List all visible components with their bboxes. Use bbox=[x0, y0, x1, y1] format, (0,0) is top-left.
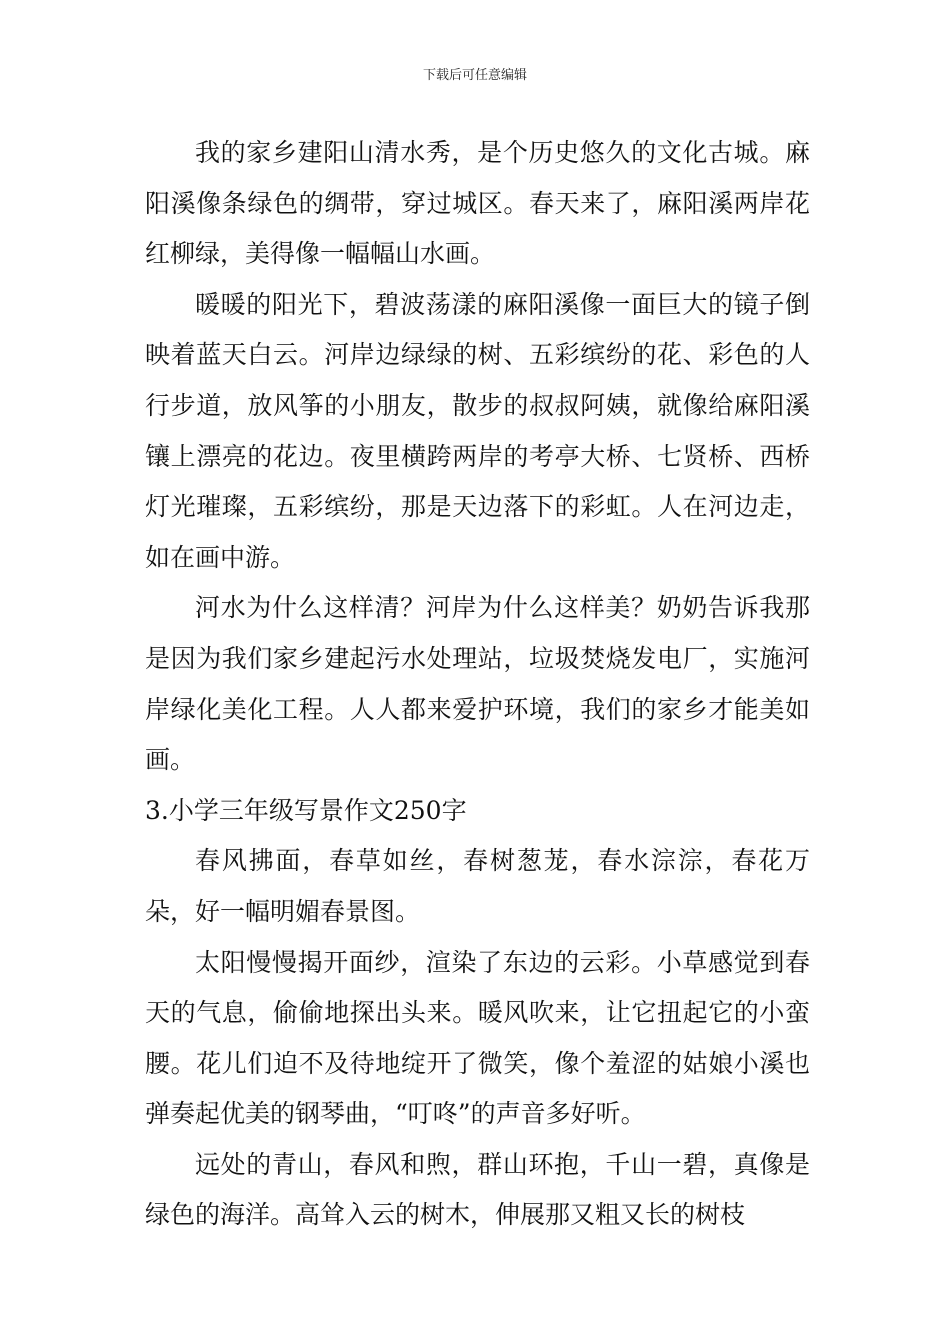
paragraph-3: 河水为什么这样清？河岸为什么这样美？奶奶告诉我那是因为我们家乡建起污水处理站，垃圾焚烧发电厂，实施河岸绿化美化工程。人人都来爱护环境，我们的家乡才能美如画。 bbox=[145, 593, 810, 775]
paragraph-5: 太阳慢慢揭开面纱，渲染了东边的云彩。小草感觉到春天的气息，偷偷地探出头来。暖风吹来，让它扭起它的小蛮腰。花儿们迫不及待地绽开了微笑，像个羞涩的姑娘小溪也弹奏起优美的钢琴曲，“叮咚”的声音多好听。 bbox=[145, 947, 810, 1129]
page-header: 下载后可任意编辑 bbox=[422, 68, 527, 83]
paragraph-6: 远处的青山，春风和煦，群山环抱，千山一碧，真像是绿色的海洋。高耸入云的树木，伸展那又粗又长的树枝 bbox=[145, 1149, 810, 1230]
document-body bbox=[145, 128, 810, 1241]
section-heading: 3.小学三年级写景作文250字 bbox=[145, 795, 467, 825]
paragraph-1: 我的家乡建阳山清水秀，是个历史悠久的文化古城。麻阳溪像条绿色的绸带，穿过城区。春天来了，麻阳溪两岸花红柳绿，美得像一幅幅山水画。 bbox=[145, 138, 810, 269]
paragraph-4: 春风拂面，春草如丝，春树葱茏，春水淙淙，春花万朵，好一幅明媚春景图。 bbox=[145, 846, 810, 926]
paragraph-2: 暖暖的阳光下，碧波荡漾的麻阳溪像一面巨大的镜子倒映着蓝天白云。河岸边绿绿的树、五彩缤纷的花、彩色的人行步道，放风筝的小朋友，散步的叔叔阿姨，就像给麻阳溪镶上漂亮的花边。夜里横跨两岸的考亭大桥、七贤桥、西桥灯光璀璨，五彩缤纷，那是天边落下的彩虹。人在河边走，如在画中游。 bbox=[145, 289, 810, 572]
